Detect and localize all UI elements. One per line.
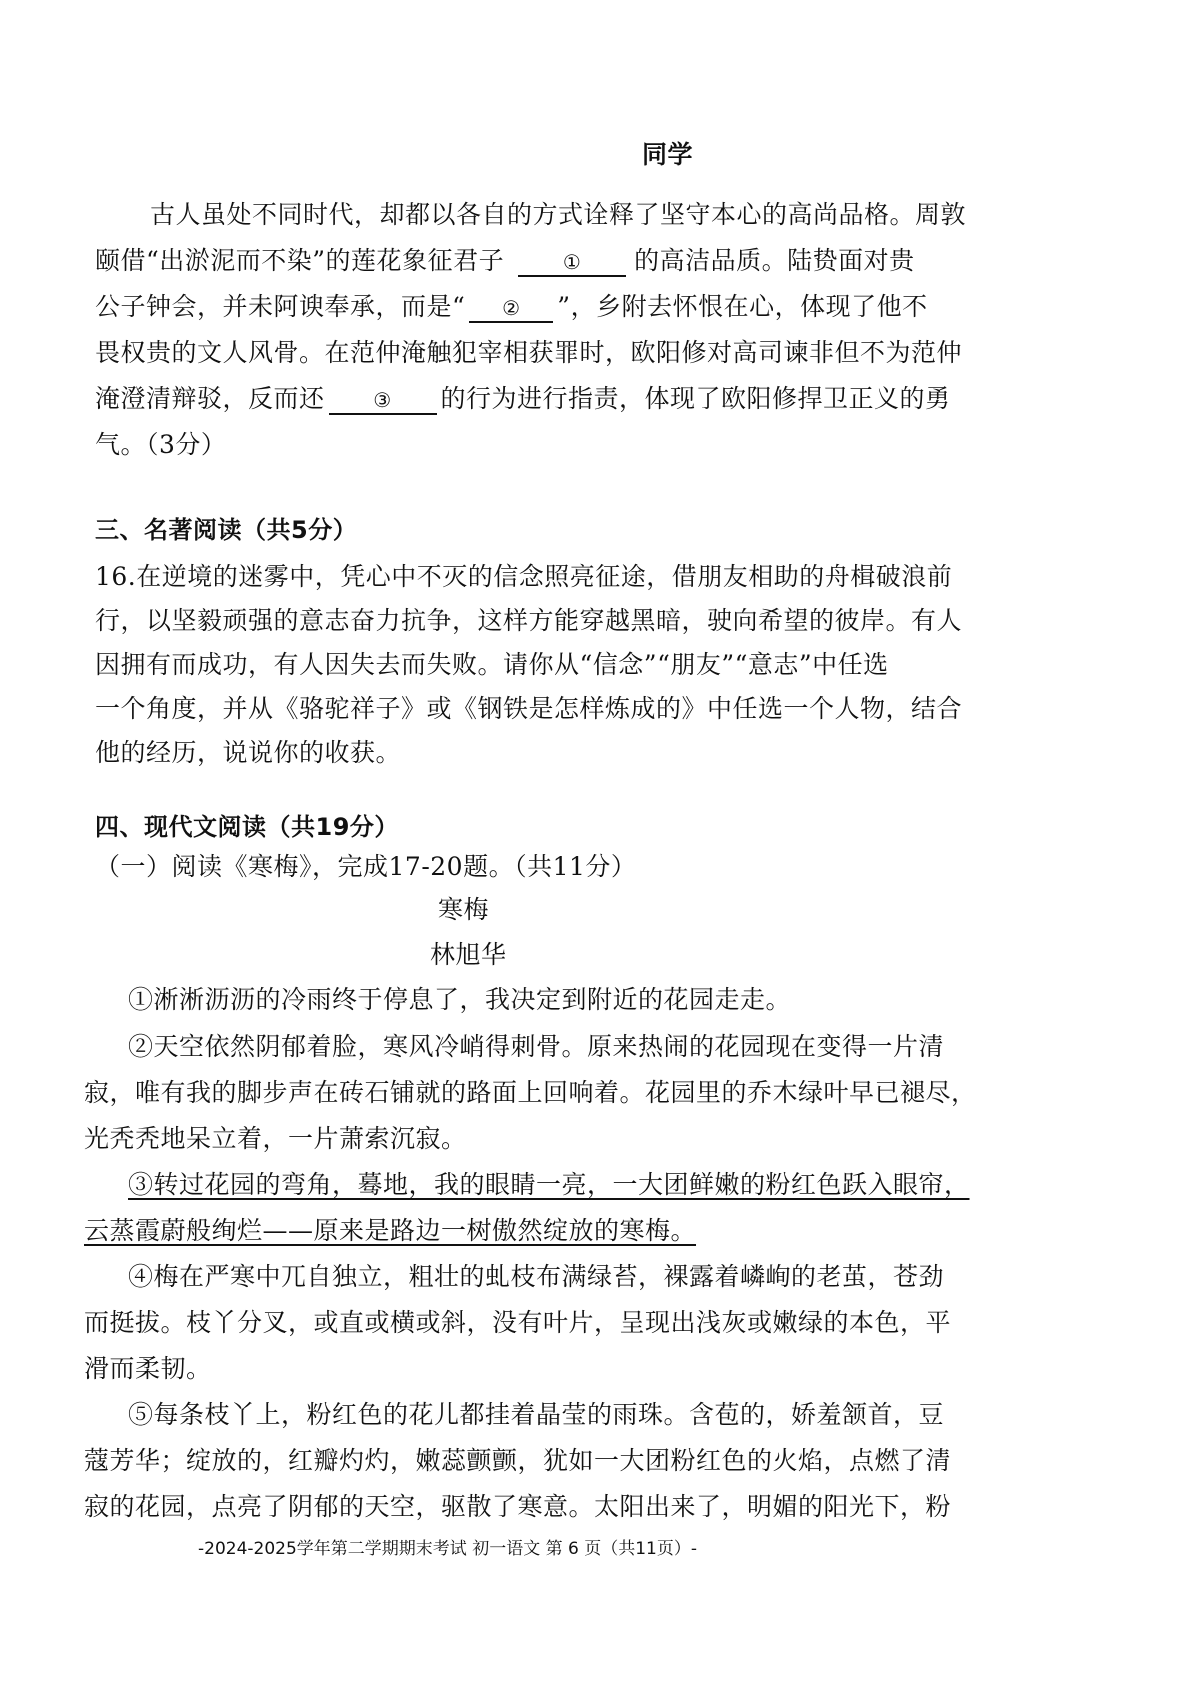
answer-blank-3[interactable]: ③ [329, 387, 437, 415]
paragraph-1: ①淅淅沥沥的冷雨终于停息了，我决定到附近的花园走走。 [128, 985, 792, 1014]
paragraph-2-line-2: 寂，唯有我的脚步声在砖石铺就的路面上回响着。花园里的乔木绿叶早已褪尽， [84, 1078, 977, 1107]
paragraph-2-line-1: ②天空依然阴郁着脸，寒风冷峭得刺骨。原来热闹的花园现在变得一片清 [128, 1032, 945, 1061]
paragraph-4-line-2: 而挺拔。枝丫分叉，或直或横或斜，没有叶片，呈现出浅灰或嫩绿的本色，平 [84, 1308, 952, 1337]
section-4-heading: 四、现代文阅读（共19分） [95, 813, 399, 841]
section-4-subheading: （一）阅读《寒梅》，完成17-20题。（共11分） [95, 852, 637, 881]
q15-line-2-end: 的高洁品质。陆贽面对贵 [634, 246, 915, 275]
essay-title: 寒梅 [438, 895, 490, 924]
q15-line-6: 气。（3分） [95, 430, 227, 459]
q15-line-5-end: 的行为进行指责，体现了欧阳修捍卫正义的勇 [440, 384, 951, 413]
q15-line-5-start: 淹澄清辩驳，反而还 [95, 384, 325, 413]
q15-line-2-start: 颐借“出淤泥而不染”的莲花象征君子 [95, 246, 505, 275]
paragraph-4-line-3: 滑而柔韧。 [84, 1354, 212, 1383]
paragraph-3-line-1: ③转过花园的弯角，蓦地，我的眼睛一亮，一大团鲜嫩的粉红色跃入眼帘， [128, 1170, 970, 1199]
q15-line-5 [95, 384, 951, 415]
paragraph-5-line-1: ⑤每条枝丫上，粉红色的花儿都挂着晶莹的雨珠。含苞的，娇羞颔首，豆 [128, 1400, 945, 1429]
paragraph-5-line-2: 蔻芳华；绽放的，红瓣灼灼，嫩蕊颤颤，犹如一大团粉红色的火焰，点燃了清 [84, 1446, 952, 1475]
answer-blank-1[interactable]: ① [518, 249, 626, 277]
q16-line-5: 他的经历，说说你的收获。 [95, 738, 402, 767]
q15-line-4: 畏权贵的文人风骨。在范仲淹触犯宰相获罪时，欧阳修对高司谏非但不为范仲 [95, 338, 963, 367]
q15-line-3-end: ”，乡附去怀恨在心，体现了他不 [557, 292, 928, 321]
paragraph-5-line-3: 寂的花园，点亮了阴郁的天空，驱散了寒意。太阳出来了，明媚的阳光下，粉 [84, 1492, 952, 1521]
q16-line-3: 因拥有而成功，有人因失去而失败。请你从“信念”“朋友”“意志”中任选 [95, 650, 889, 679]
header-mark: 同学 [642, 140, 694, 169]
page-footer: -2024-2025学年第二学期期末考试 初一语文 第 6 页（共11页）- [198, 1539, 697, 1559]
paragraph-2-line-3: 光秃秃地呆立着，一片萧索沉寂。 [84, 1124, 467, 1153]
paragraph-3-line-2: 云蒸霞蔚般绚烂——原来是路边一树傲然绽放的寒梅。 [84, 1216, 697, 1245]
q16-line-1: 16.在逆境的迷雾中，凭心中不灭的信念照亮征途，借朋友相助的舟楫破浪前 [95, 562, 953, 591]
paragraph-4-line-1: ④梅在严寒中兀自独立，粗壮的虬枝布满绿苔，裸露着嶙峋的老茧，苍劲 [128, 1262, 945, 1291]
answer-blank-2[interactable]: ② [469, 295, 553, 323]
q16-line-4: 一个角度，并从《骆驼祥子》或《钢铁是怎样炼成的》中任选一个人物，结合 [95, 694, 963, 723]
q16-line-2: 行，以坚毅顽强的意志奋力抗争，这样方能穿越黑暗，驶向希望的彼岸。有人 [95, 606, 963, 635]
essay-author: 林旭华 [430, 940, 507, 969]
q15-line-2 [95, 246, 915, 277]
q15-line-1: 古人虽处不同时代，却都以各自的方式诠释了坚守本心的高尚品格。周敦 [150, 200, 967, 229]
q15-line-3-start: 公子钟会，并未阿谀奉承，而是“ [95, 292, 466, 321]
q15-line-3 [95, 292, 928, 323]
section-3-heading: 三、名著阅读（共5分） [95, 516, 358, 544]
